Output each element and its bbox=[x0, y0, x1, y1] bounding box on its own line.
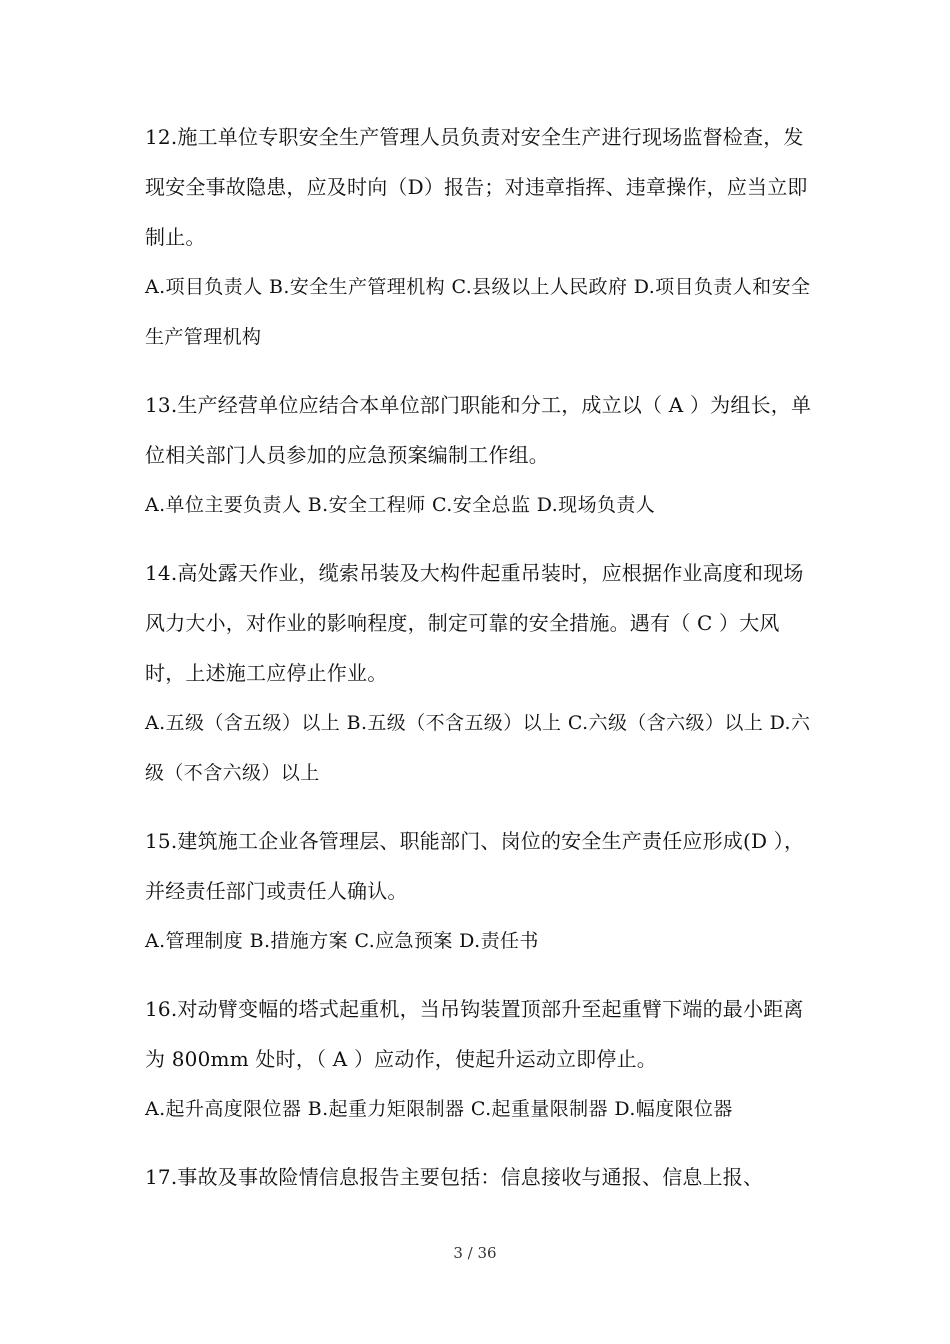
question-stem: 17.事故及事故险情信息报告主要包括：信息接收与通报、信息上报、 bbox=[145, 1165, 764, 1189]
question-options: A.单位主要负责人 B.安全工程师 C.安全总监 D.现场负责人 bbox=[145, 494, 656, 516]
question-list bbox=[145, 112, 817, 1220]
question-options: A.管理制度 B.措施方案 C.应急预案 D.责任书 bbox=[145, 930, 539, 952]
question-12 bbox=[145, 112, 817, 362]
question-stem: 12.施工单位专职安全生产管理人员负责对安全生产进行现场监督检查，发现安全事故隐患，应及时向（D）报告；对违章指挥、违章操作，应当立即制止。 bbox=[145, 125, 808, 249]
question-stem: 15.建筑施工企业各管理层、职能部门、岗位的安全生产责任应形成(D ），并经责任部门或责任人确认。 bbox=[145, 829, 805, 903]
question-options: A.项目负责人 B.安全生产管理机构 C.县级以上人民政府 D.项目负责人和安全生产管理机构 bbox=[145, 276, 811, 348]
question-options: A.起升高度限位器 B.起重力矩限制器 C.起重量限制器 D.幅度限位器 bbox=[145, 1098, 733, 1120]
question-15 bbox=[145, 816, 817, 966]
question-stem: 16.对动臂变幅的塔式起重机，当吊钩装置顶部升至起重臂下端的最小距离为 800mm 处时，（ A ）应动作，使起升运动立即停止。 bbox=[145, 997, 804, 1071]
question-options: A.五级（含五级）以上 B.五级（不含五级）以上 C.六级（含六级）以上 D.六级（不含六级）以上 bbox=[145, 712, 811, 784]
question-stem: 13.生产经营单位应结合本单位部门职能和分工，成立以（ A ）为组长，单位相关部门人员参加的应急预案编制工作组。 bbox=[145, 393, 812, 467]
question-stem: 14.高处露天作业，缆索吊装及大构件起重吊装时，应根据作业高度和现场风力大小，对作业的影响程度，制定可靠的安全措施。遇有（ C ）大风时，上述施工应停止作业。 bbox=[145, 561, 804, 685]
page-number: 3 / 36 bbox=[453, 1244, 497, 1262]
question-13 bbox=[145, 380, 817, 530]
question-14 bbox=[145, 548, 817, 798]
question-17 bbox=[145, 1152, 817, 1202]
question-16 bbox=[145, 984, 817, 1134]
